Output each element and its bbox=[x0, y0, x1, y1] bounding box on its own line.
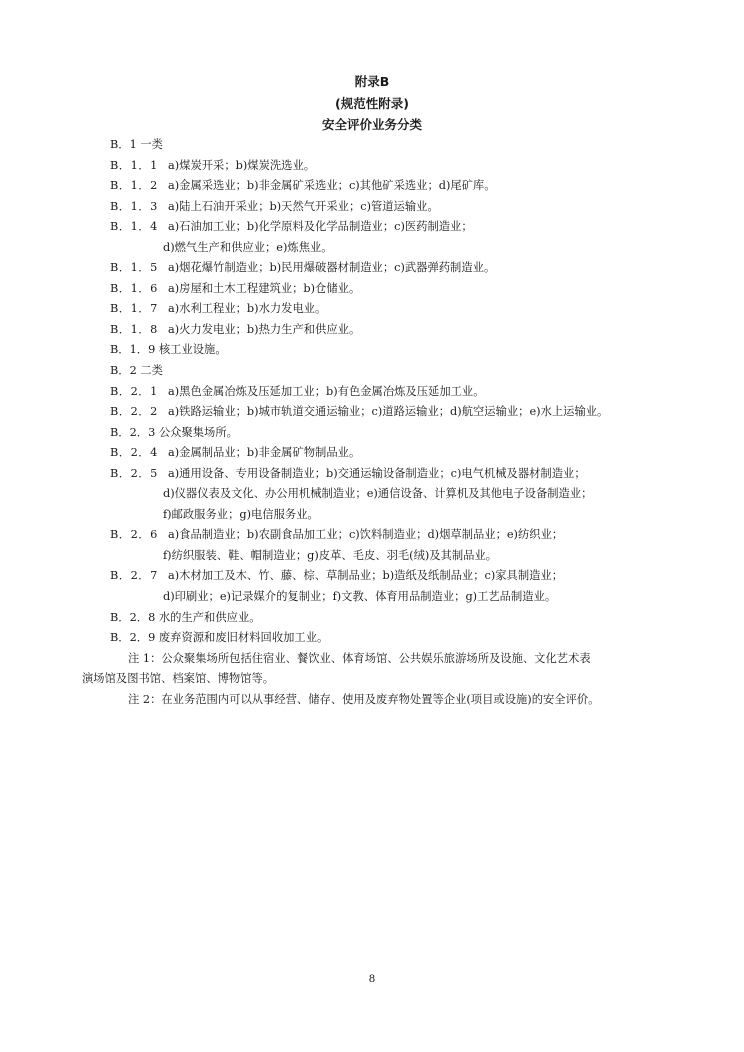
note-line bbox=[0, 669, 744, 690]
clause-text: 注 2：在业务范围内可以从事经营、储存、使用及废弃物处置等企业(项目或设施)的安全评价。 bbox=[128, 692, 600, 706]
clause-number: B．1．5 bbox=[110, 261, 158, 275]
clause-text: a)煤炭开采；b)煤炭洗选业。 bbox=[168, 158, 316, 172]
classification-line bbox=[0, 402, 744, 423]
clause-text: B．2．3 公众聚集场所。 bbox=[110, 425, 238, 439]
clause-text: a)陆上石油开采业；b)天然气开采业；c)管道运输业。 bbox=[168, 199, 439, 213]
normative-label: (规范性附录) bbox=[335, 96, 409, 111]
appendix-heading: 附录B bbox=[354, 74, 390, 89]
classification-line bbox=[0, 484, 744, 505]
clause-text: d)仪器仪表及文化、办公用机械制造业；e)通信设备、计算机及其他电子设备制造业； bbox=[163, 487, 593, 501]
clause-text: a)食品制造业；b)农副食品加工业；c)饮料制造业；d)烟草制品业；e)纺织业； bbox=[168, 528, 564, 542]
classification-line bbox=[0, 279, 744, 300]
clause-text: a)金属制品业；b)非金属矿物制品业。 bbox=[168, 446, 361, 460]
clause-number: B．2．2 bbox=[110, 405, 158, 419]
classification-line bbox=[0, 238, 744, 259]
clause-number: B．2．6 bbox=[110, 528, 158, 542]
clause-text: B．1．9 核工业设施。 bbox=[110, 343, 227, 357]
clause-text: 演场馆及图书馆、档案馆、博物馆等。 bbox=[82, 672, 275, 686]
classification-line bbox=[0, 135, 744, 156]
classification-line bbox=[0, 361, 744, 382]
clause-text: a)木材加工及木、竹、藤、棕、草制品业；b)造纸及纸制品业；c)家具制造业； bbox=[168, 569, 564, 583]
clause-number: B．1．6 bbox=[110, 281, 158, 295]
classification-list bbox=[0, 135, 744, 710]
clause-text: a)通用设备、专用设备制造业；b)交通运输设备制造业；c)电气机械及器材制造业； bbox=[168, 466, 586, 480]
clause-text: a)石油加工业；b)化学原料及化学品制造业；c)医药制造业； bbox=[168, 220, 473, 234]
clause-text: a)水利工程业；b)水力发电业。 bbox=[168, 302, 327, 316]
classification-line bbox=[0, 505, 744, 526]
clause-number: B．1．8 bbox=[110, 322, 158, 336]
note-line bbox=[0, 649, 744, 670]
clause-text: B．2 二类 bbox=[110, 364, 163, 378]
clause-number: B．2．5 bbox=[110, 466, 158, 480]
classification-line bbox=[0, 176, 744, 197]
clause-number: B．1．1 bbox=[110, 158, 158, 172]
classification-line bbox=[0, 423, 744, 444]
clause-text: a)金属采选业；b)非金属矿采选业；c)其他矿采选业；d)尾矿库。 bbox=[168, 179, 496, 193]
clause-text: f)邮政服务业；g)电信服务业。 bbox=[163, 507, 319, 521]
note-line bbox=[0, 690, 744, 711]
clause-text: B．2．8 水的生产和供应业。 bbox=[110, 610, 261, 624]
clause-number: B．1．3 bbox=[110, 199, 158, 213]
clause-number: B．1．4 bbox=[110, 220, 158, 234]
clause-text: d)印刷业；e)记录媒介的复制业；f)文教、体育用品制造业；g)工艺品制造业。 bbox=[163, 590, 557, 604]
clause-text: 注 1：公众聚集场所包括住宿业、餐饮业、体育场馆、公共娱乐旅游场所及设施、文化艺术表 bbox=[128, 651, 591, 665]
classification-line bbox=[0, 443, 744, 464]
classification-line bbox=[0, 525, 744, 546]
clause-text: d)燃气生产和供应业；e)炼焦业。 bbox=[163, 240, 333, 254]
classification-line bbox=[0, 217, 744, 238]
clause-text: B．1 一类 bbox=[110, 138, 163, 151]
clause-number: B．1．2 bbox=[110, 179, 158, 193]
classification-line bbox=[0, 546, 744, 567]
clause-number: B．2．4 bbox=[110, 446, 158, 460]
classification-line bbox=[0, 382, 744, 403]
classification-line bbox=[0, 156, 744, 177]
classification-line bbox=[0, 299, 744, 320]
classification-line bbox=[0, 566, 744, 587]
clause-number: B．2．7 bbox=[110, 569, 158, 583]
classification-line bbox=[0, 628, 744, 649]
section-title: 安全评价业务分类 bbox=[321, 117, 422, 132]
clause-number: B．2．1 bbox=[110, 384, 158, 398]
clause-text: a)火力发电业；b)热力生产和供应业。 bbox=[168, 322, 361, 336]
clause-text: a)烟花爆竹制造业；b)民用爆破器材制造业；c)武器弹药制造业。 bbox=[168, 261, 496, 275]
clause-text: f)纺织服装、鞋、帽制造业；g)皮革、毛皮、羽毛(绒)及其制品业。 bbox=[163, 548, 498, 562]
classification-line bbox=[0, 320, 744, 341]
clause-text: a)黑色金属冶炼及压延加工业；b)有色金属冶炼及压延加工业。 bbox=[168, 384, 485, 398]
classification-line bbox=[0, 197, 744, 218]
page-number: 8 bbox=[368, 973, 376, 985]
clause-number: B．1．7 bbox=[110, 302, 158, 316]
classification-line bbox=[0, 608, 744, 629]
classification-line bbox=[0, 258, 744, 279]
clause-text: a)房屋和土木工程建筑业；b)仓储业。 bbox=[168, 281, 361, 295]
clause-text: a)铁路运输业；b)城市轨道交通运输业；c)道路运输业；d)航空运输业；e)水上运输业。 bbox=[168, 405, 609, 419]
classification-line bbox=[0, 340, 744, 361]
classification-line bbox=[0, 464, 744, 485]
classification-line bbox=[0, 587, 744, 608]
clause-text: B．2．9 废弃资源和废旧材料回收加工业。 bbox=[110, 631, 329, 645]
